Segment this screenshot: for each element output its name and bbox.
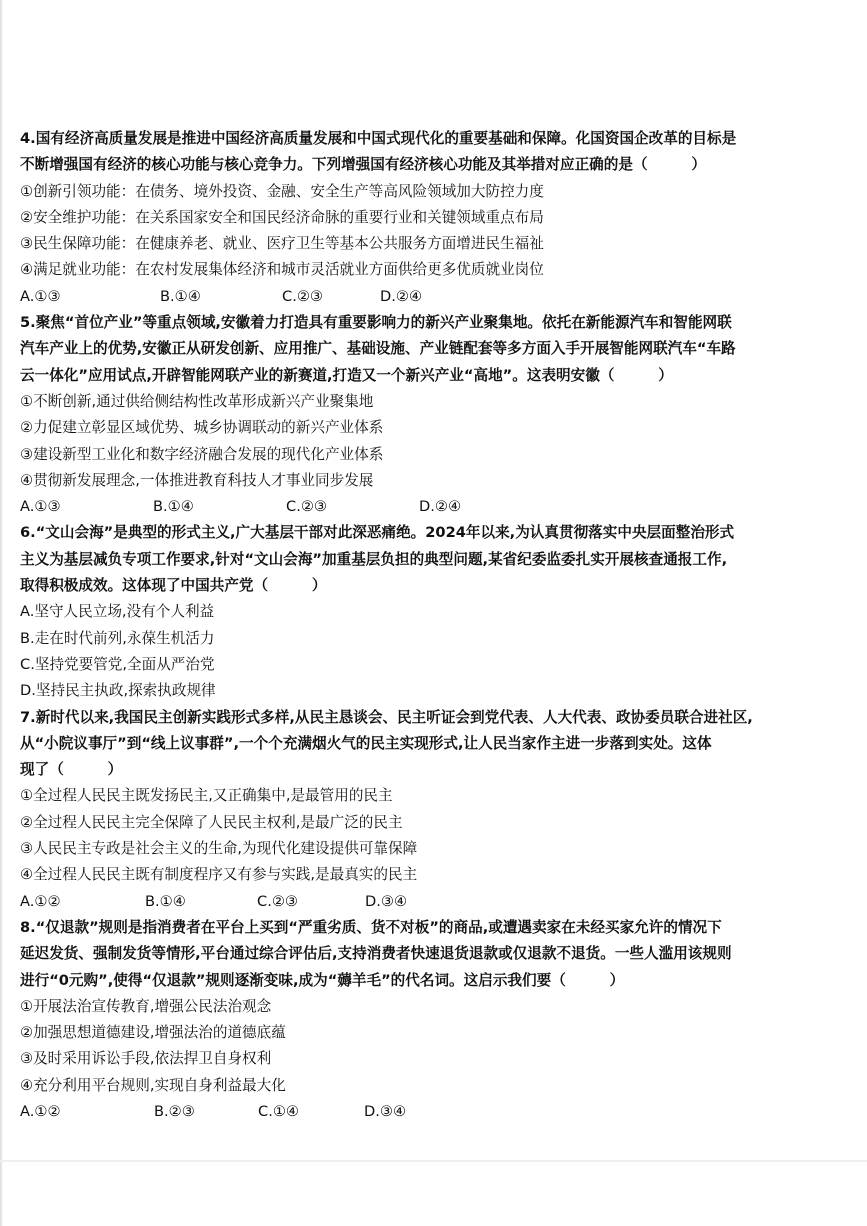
question-stem-line: 现了（ ） xyxy=(20,761,123,779)
statement-item: ①全过程人民民主既发扬民主,又正确集中,是最管用的民主 xyxy=(20,787,393,805)
scan-edge-bottom xyxy=(0,1160,867,1162)
choice-c[interactable]: C.②③ xyxy=(257,892,298,910)
question-stem-line: 进行“0元购”,使得“仅退款”规则逐渐变味,成为“薅羊毛”的代名词。这启示我们要（ ） xyxy=(20,971,625,989)
statement-item: ②力促建立彰显区域优势、城乡协调联动的新兴产业体系 xyxy=(20,419,384,437)
choice-c[interactable]: C.②③ xyxy=(286,498,327,516)
choice-d[interactable]: D.③④ xyxy=(365,892,408,910)
choice-b[interactable]: B.①④ xyxy=(160,287,201,305)
choice-option-c[interactable]: C.坚持党要管党,全面从严治党 xyxy=(20,655,215,673)
question-7 xyxy=(20,705,850,915)
answer-choices xyxy=(20,1099,850,1125)
statement-item: ④充分利用平台规则,实现自身利益最大化 xyxy=(20,1076,286,1094)
choice-d[interactable]: D.③④ xyxy=(364,1102,407,1120)
choice-option-b[interactable]: B.走在时代前列,永葆生机活力 xyxy=(20,629,215,647)
question-stem-line: 7.新时代以来,我国民主创新实践形式多样,从民主恳谈会、民主听证会到党代表、人大代表、政协委员联合进社区, xyxy=(20,708,753,726)
question-stem-line: 延迟发货、强制发货等情形,平台通过综合评估后,支持消费者快速退货退款或仅退款不退货。一些人滥用该规则 xyxy=(20,945,732,963)
choice-a[interactable]: A.①② xyxy=(20,1102,61,1120)
statement-item: ②加强思想道德建设,增强法治的道德底蕴 xyxy=(20,1024,286,1042)
exam-page xyxy=(20,126,850,1125)
choice-d[interactable]: D.②④ xyxy=(380,287,423,305)
answer-choices xyxy=(20,494,850,520)
choice-a[interactable]: A.①③ xyxy=(20,287,61,305)
answer-choices xyxy=(20,889,850,915)
choice-c[interactable]: C.②③ xyxy=(282,287,323,305)
question-stem-line: 5.聚焦“首位产业”等重点领域,安徽着力打造具有重要影响力的新兴产业聚集地。依托在新能源汽车和智能网联 xyxy=(20,314,732,332)
answer-choices xyxy=(20,284,850,310)
question-stem-line: 从“小院议事厅”到“线上议事群”,一个个充满烟火气的民主实现形式,让人民当家作主进一步落到实处。这体 xyxy=(20,734,712,752)
statement-item: ③建设新型工业化和数字经济融合发展的现代化产业体系 xyxy=(20,445,384,463)
choice-a[interactable]: A.①③ xyxy=(20,498,61,516)
statement-item: ①创新引领功能：在债务、境外投资、金融、安全生产等高风险领域加大防控力度 xyxy=(20,182,544,200)
statement-item: ④满足就业功能：在农村发展集体经济和城市灵活就业方面供给更多优质就业岗位 xyxy=(20,261,544,279)
question-5 xyxy=(20,310,850,520)
choice-a[interactable]: A.①② xyxy=(20,892,61,910)
choice-option-a[interactable]: A.坚守人民立场,没有个人利益 xyxy=(20,603,215,621)
choice-d[interactable]: D.②④ xyxy=(419,498,462,516)
question-stem-line: 8.“仅退款”规则是指消费者在平台上买到“严重劣质、货不对板”的商品,或遭遇卖家在未经买家允许的情况下 xyxy=(20,918,722,936)
statement-item: ③人民民主专政是社会主义的生命,为现代化建设提供可靠保障 xyxy=(20,840,418,858)
choice-b[interactable]: B.②③ xyxy=(154,1102,195,1120)
question-stem-line: 云一体化”应用试点,开辟智能网联产业的新赛道,打造又一个新兴产业“高地”。这表明安徽（ ） xyxy=(20,366,673,384)
question-stem-line: 汽车产业上的优势,安徽正从研发创新、应用推广、基础设施、产业链配套等多方面入手开展智能网联汽车“车路 xyxy=(20,340,736,358)
statement-item: ③及时采用诉讼手段,依法捍卫自身权利 xyxy=(20,1050,272,1068)
question-stem-line: 主义为基层减负专项工作要求,针对“文山会海”加重基层负担的典型问题,某省纪委监委扎实开展核查通报工作, xyxy=(20,550,728,568)
choice-b[interactable]: B.①④ xyxy=(145,892,186,910)
question-4 xyxy=(20,126,850,310)
question-stem-line: 取得积极成效。这体现了中国共产党（ ） xyxy=(20,577,327,595)
scan-edge xyxy=(0,0,3,1226)
choice-c[interactable]: C.①④ xyxy=(258,1102,299,1120)
statement-item: ②安全维护功能：在关系国家安全和国民经济命脉的重要行业和关键领域重点布局 xyxy=(20,208,544,226)
choice-b[interactable]: B.①④ xyxy=(153,498,194,516)
question-stem-line: 4.国有经济高质量发展是推进中国经济高质量发展和中国式现代化的重要基础和保障。化国资国企改革的目标是 xyxy=(20,130,737,147)
question-stem-line: 不断增强国有经济的核心功能与核心竞争力。下列增强国有经济核心功能及其举措对应正确的是（ ） xyxy=(20,156,706,174)
statement-item: ④全过程人民民主既有制度程序又有参与实践,是最真实的民主 xyxy=(20,866,418,884)
statement-item: ③民生保障功能：在健康养老、就业、医疗卫生等基本公共服务方面增进民生福祉 xyxy=(20,235,544,253)
statement-item: ①不断创新,通过供给侧结构性改革形成新兴产业聚集地 xyxy=(20,392,374,410)
statement-item: ④贯彻新发展理念,一体推进教育科技人才事业同步发展 xyxy=(20,471,374,489)
statement-item: ①开展法治宣传教育,增强公民法治观念 xyxy=(20,997,272,1015)
statement-item: ②全过程人民民主完全保障了人民民主权利,是最广泛的民主 xyxy=(20,813,403,831)
choice-option-d[interactable]: D.坚持民主执政,探索执政规律 xyxy=(20,682,216,700)
question-8 xyxy=(20,915,850,1125)
question-6 xyxy=(20,520,850,704)
question-stem-line: 6.“文山会海”是典型的形式主义,广大基层干部对此深恶痛绝。2024年以来,为认真贯彻落实中央层面整治形式 xyxy=(20,524,735,542)
